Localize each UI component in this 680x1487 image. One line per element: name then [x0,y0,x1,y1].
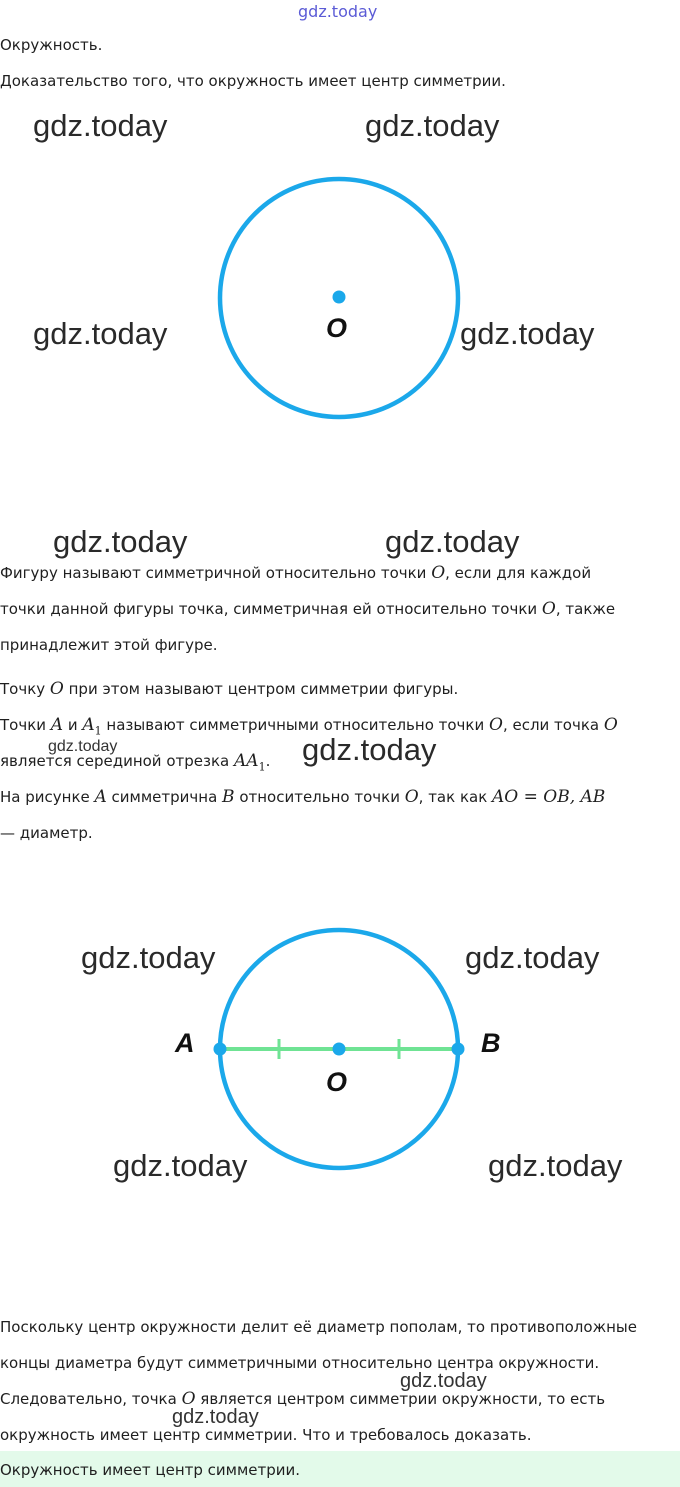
watermark: gdz.today [81,940,216,975]
proof-line-2: концы диаметра будут симметричными относительно центра окружности. [0,1354,600,1372]
proof-line-3: Следовательно, точка O является центром симметрии окружности, то есть [0,1389,606,1409]
point-o [333,1043,346,1056]
definition-line-2: точки данной фигуры точка, симметричная ей относительно точки O, также [0,599,616,619]
watermark-small: gdz.today [172,1406,259,1428]
proof-line-4: окружность имеет центр симметрии. Что и требовалось доказать. [0,1426,532,1444]
watermark-small: gdz.today [48,738,118,755]
watermark: gdz.today [113,1148,248,1183]
watermark-small: gdz.today [400,1370,487,1392]
watermark: gdz.today [488,1148,623,1183]
watermark: gdz.today [385,524,520,559]
watermark: gdz.today [365,108,500,143]
definition-line-1: Фигуру называют симметричной относительно точки O, если для каждой [0,563,592,583]
center-definition: Точку O при этом называют центром симметрии фигуры. [0,679,459,699]
symmetric-points-line-2: является серединой отрезка $AA_1$. [0,751,271,774]
watermark-top: gdz.today [298,2,378,21]
section-title: Окружность. [0,36,103,54]
section-subtitle: Доказательство того, что окружность имеет центр симметрии. [0,72,506,90]
point-b [452,1043,465,1056]
center-label: O [326,313,348,343]
answer-box [0,1451,680,1487]
watermark: gdz.today [33,316,168,351]
symmetric-points-line-1: Точки A и $A_1$ называют симметричными относительно точки O, если точка O [0,715,618,738]
watermark: gdz.today [53,524,188,559]
definition-line-3: принадлежит этой фигуре. [0,636,218,654]
label-o: O [326,1067,348,1097]
point-a [214,1043,227,1056]
watermark: gdz.today [460,316,595,351]
example-line-2: — диаметр. [0,824,93,842]
proof-line-1: Поскольку центр окружности делит её диаметр пополам, то противоположные [0,1318,637,1336]
label-a: A [175,1028,195,1058]
label-b: B [481,1028,501,1058]
watermark: gdz.today [302,732,437,767]
watermark: gdz.today [33,108,168,143]
example-line-1: На рисунке A симметрична B относительно точки O, так как AO = OB, AB [0,787,606,807]
watermark: gdz.today [465,940,600,975]
answer-text: Окружность имеет центр симметрии. [0,1461,301,1479]
